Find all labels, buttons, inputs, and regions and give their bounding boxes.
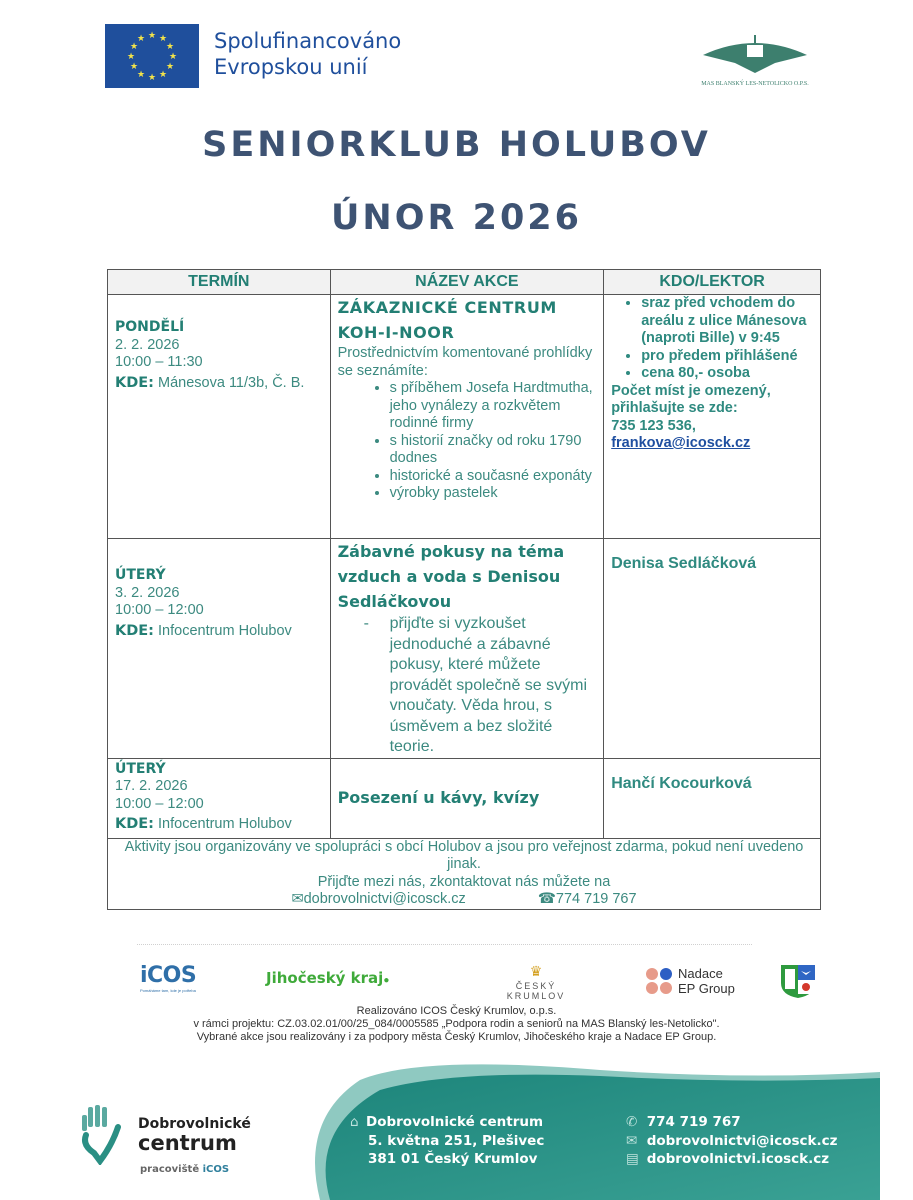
note-phone: 774 719 767 [555,891,637,907]
note-line1: Aktivity jsou organizovány ve spolupráci s obcí Holubov a jsou pro veřejnost zdarma, pokud není uvedeno jinak. [124,838,804,872]
termin-cell [108,758,331,838]
event-time: 10:00 – 11:30 [115,354,203,370]
event-title: Posezení u kávy, kvízy [337,788,540,807]
lector-email-link[interactable]: frankova@icosck.cz [611,435,751,451]
lector-item: • sraz před vchodem do areálu z ulice Mánesova (naproti Bille) v 9:45 [641,295,813,348]
event-date: 3. 2. 2026 [115,584,180,601]
footer-logo-line1: Dobrovolnické [138,1116,251,1132]
nadace-text-line1: Nadace [678,966,723,981]
event-title: Zábavné pokusy na téma vzduch a voda s Denisou Sedláčkovou [337,542,565,611]
table-row [108,295,821,539]
dobrovolnicke-centrum-hand-logo [80,1105,124,1165]
home-icon: ⌂ [350,1114,359,1130]
jihocesky-kraj-logo [266,969,389,988]
where-label: KDE: [115,374,154,391]
footer-logo-sub-text: pracoviště [140,1164,200,1175]
eu-cofinanced-text [214,28,401,80]
event-title: ZÁKAZNICKÉ CENTRUM KOH-I-NOOR [337,298,557,342]
event-date: 17. 2. 2026 [115,778,188,794]
holubov-coat-of-arms-icon [779,963,817,999]
event-dash-item: - přijďte si vyzkoušet jednoduché a zábavné pokusy, které můžete provádět společně se svými vnoučaty. Věda hrou, s úsměvem a bez složité teorie. [390,614,597,758]
nadace-text-line2: EP Group [678,981,735,996]
event-time: 10:00 – 12:00 [115,795,204,812]
divider [137,944,752,945]
lector-phone: 735 123 536, [611,417,696,434]
footer-address-street: 5. května 251, Plešivec [368,1132,545,1149]
event-day: PONDĚLÍ [115,319,185,335]
credits-line3: Vybrané akce jsou realizovány i za podpory města Český Krumlov, Jihočeského kraje a Nadace EP Group. [196,1031,717,1043]
where-value: Infocentrum Holubov [158,622,292,639]
envelope-icon: ✉ [291,891,304,907]
where-label: KDE: [115,622,154,639]
event-item: • historické a současné exponáty [390,468,597,486]
web-icon: ▤ [626,1151,639,1167]
event-cell [330,295,604,539]
lector-name: Hančí Kocourková [611,774,752,792]
lector-item: • cena 80,- osoba [641,365,813,383]
icos-tagline: Pomáháme tam, kde je potřeba [140,988,196,993]
eu-flag-logo: ★ ★ ★ ★ ★ ★ ★ ★ ★ ★ ★ ★ [105,24,199,88]
event-location [115,623,323,641]
phone-icon: ☎ [537,891,556,907]
where-label: KDE: [115,816,154,832]
event-item: • s historií značky od roku 1790 dodnes [390,433,597,468]
footer-address-city: 381 01 Český Krumlov [368,1151,538,1167]
eu-text-line2: Evropskou unií [214,55,368,79]
event-date: 2. 2. 2026 [115,336,180,353]
lector-name: Denisa Sedláčková [611,555,757,572]
lector-cell [604,758,821,838]
page-title: SENIORKLUB HOLUBOV [202,125,711,165]
footer-address-name: Dobrovolnické centrum [366,1114,544,1130]
envelope-icon: ✉ [626,1132,638,1149]
icos-logo-text: iCOS [140,963,197,988]
note-line2: Přijďte mezi nás, zkontaktovat nás můžete na [317,873,611,890]
footer-contacts [626,1113,837,1169]
event-cell [330,539,604,759]
crown-icon: ♛ [529,963,543,979]
mas-logo [695,33,815,93]
footer-email[interactable]: dobrovolnictvi@icosck.cz [646,1132,838,1149]
phone-icon: ✆ [626,1114,638,1130]
note-email[interactable]: dobrovolnictvi@icosck.cz [303,891,466,907]
event-location [115,816,323,834]
footer-logo-sub-brand: iCOS [202,1164,230,1175]
event-day: ÚTERÝ [115,760,166,777]
note-contact [115,891,813,909]
footer-logo-sub [140,1164,229,1175]
dots-icon [646,968,674,996]
lector-cell [604,539,821,759]
header-nazev-akce: NÁZEV AKCE [330,270,604,295]
footer-address [350,1113,544,1169]
credits [0,1005,913,1044]
header-kdo-lektor: KDO/LEKTOR [604,270,821,295]
event-location [115,375,323,393]
lector-item: • pro předem přihlášené [641,348,813,366]
note-cell [108,838,821,909]
cesky-krumlov-logo [488,963,584,1001]
program-table [107,269,821,910]
event-item: • výrobky pastelek [390,485,597,503]
mas-logo-text: MAS BLANSKÝ LES-NETOLICKO O.P.S. [701,81,809,87]
page-subtitle-month: ÚNOR 2026 [330,198,582,238]
icos-logo [140,964,196,993]
footer-phone: 774 719 767 [646,1114,741,1130]
where-value: Infocentrum Holubov [158,816,292,832]
cesky-krumlov-text: ČESKÝ KRUMLOV [506,981,566,1001]
event-item: • s příběhem Josefa Hardtmutha, jeho vynálezy a rozkvětem rodinné firmy [390,380,597,433]
credits-line1: Realizováno ICOS Český Krumlov, o.p.s. [356,1005,557,1017]
footer-logo-line2: centrum [138,1131,237,1155]
table-row [108,758,821,838]
where-value: Mánesova 11/3b, Č. B. [158,374,305,391]
event-items-list [338,380,597,503]
event-intro: Prostřednictvím komentované prohlídky se seznámíte: [337,345,593,379]
table-row [108,539,821,759]
lector-items-list [611,295,813,383]
termin-cell [108,539,331,759]
table-header-row [108,270,821,295]
jihocesky-kraj-text: Jihočeský kraj [266,969,384,987]
lector-note: Počet míst je omezený, přihlašujte se zde: [611,382,771,416]
header-termin: TERMÍN [108,270,331,295]
footer-web[interactable]: dobrovolnictvi.icosck.cz [646,1151,830,1167]
event-dash-list [338,614,597,758]
event-time: 10:00 – 12:00 [115,602,204,618]
event-cell [330,758,604,838]
table-note-row [108,838,821,909]
lector-cell [604,295,821,539]
location-pin-icon: ● [383,975,390,986]
termin-cell [108,295,331,539]
eu-text-line1: Spolufinancováno [214,29,402,53]
credits-line2: v rámci projektu: CZ.03.02.01/00/25_084/0005585 „Podpora rodin a seniorů na MAS Blanský les-Netolicko". [193,1018,720,1030]
event-day: ÚTERÝ [115,567,166,583]
